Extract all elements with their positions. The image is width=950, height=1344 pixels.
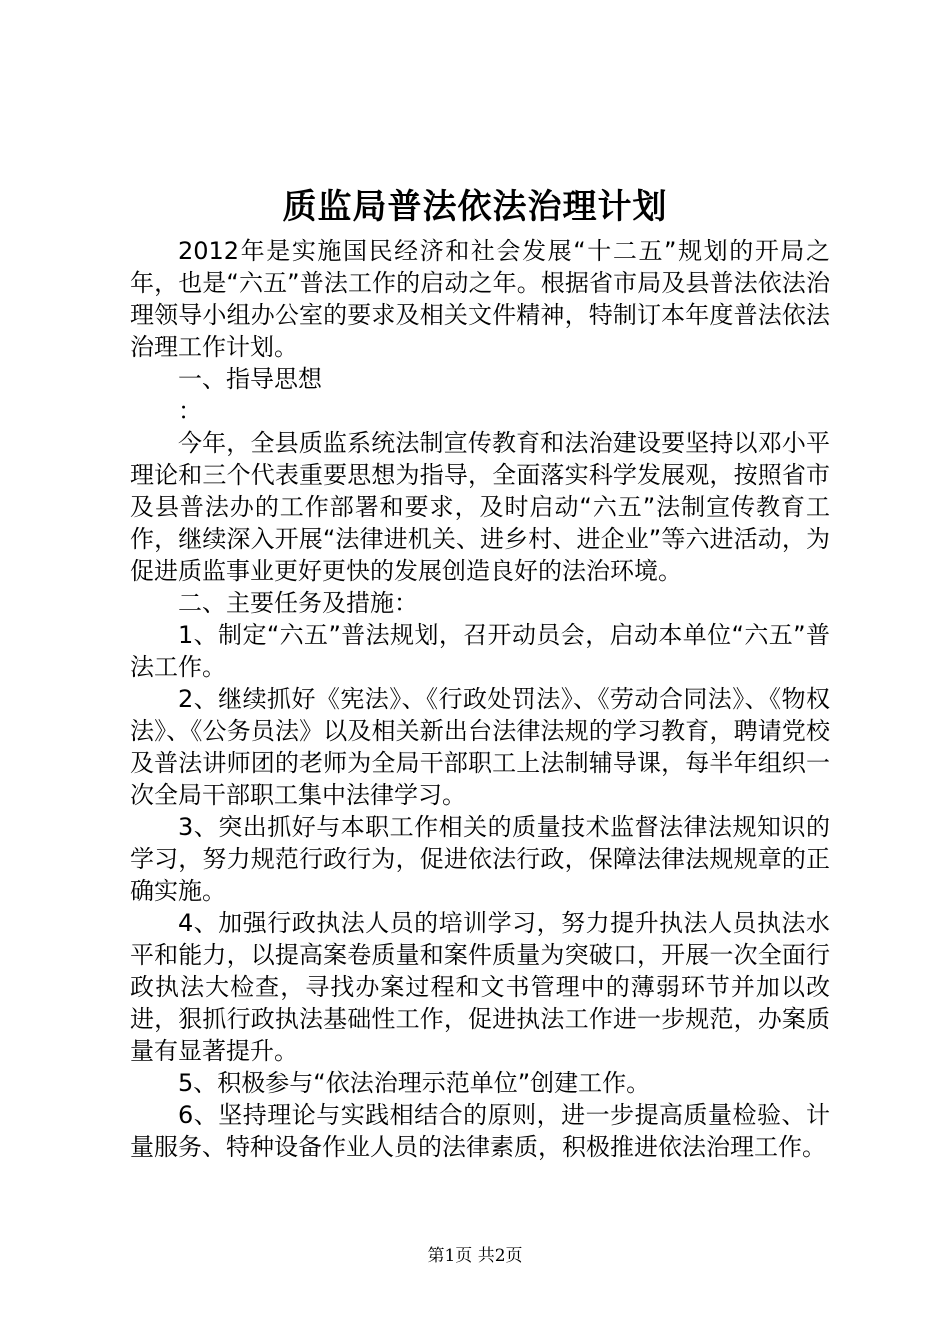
task-item-3: 3、突出抓好与本职工作相关的质量技术监督法律法规知识的学习，努力规范行政行为，促进依法行政，保障法律法规规章的正确实施。 xyxy=(130,813,830,905)
task-item-4: 4、加强行政执法人员的培训学习，努力提升执法人员执法水平和能力，以提高案卷质量和案件质量为突破口，开展一次全面行政执法大检查，寻找办案过程和文书管理中的薄弱环节并加以改进，狠抓行政执法基础性工作，促进执法工作进一步规范，办案质量有显著提升。 xyxy=(130,909,830,1065)
guiding-thought-paragraph: 今年，全县质监系统法制宣传教育和法治建设要坚持以邓小平理论和三个代表重要思想为指导，全面落实科学发展观，按照省市及县普法办的工作部署和要求，及时启动“六五”法制宣传教育工作，继续深入开展“法律进机关、进乡村、进企业”等六进活动，为促进质监事业更好更快的发展创造良好的法治环境。 xyxy=(130,429,830,585)
task-item-2: 2、继续抓好《宪法》、《行政处罚法》、《劳动合同法》、《物权法》、《公务员法》以及相关新出台法律法规的学习教育，聘请党校及普法讲师团的老师为全局干部职工上法制辅导课，每半年组织一次全局干部职工集中法律学习。 xyxy=(130,685,830,809)
intro-paragraph: 2012年是实施国民经济和社会发展“十二五”规划的开局之年，也是“六五”普法工作的启动之年。根据省市局及县普法依法治理领导小组办公室的要求及相关文件精神，特制订本年度普法依法治理工作计划。 xyxy=(130,237,830,361)
task-item-5: 5、积极参与“依法治理示范单位”创建工作。 xyxy=(178,1069,651,1097)
document-body xyxy=(130,235,830,1163)
task-item-6: 6、坚持理论与实践相结合的原则，进一步提高质量检验、计量服务、特种设备作业人员的法律素质，积极推进依法治理工作。 xyxy=(130,1101,830,1161)
page-footer: 第1页 共2页 xyxy=(427,1246,523,1266)
section-heading-guiding-thought: 一、指导思想 xyxy=(178,365,322,393)
colon-line: ： xyxy=(178,397,202,425)
task-item-1: 1、制定“六五”普法规划，召开动员会，启动本单位“六五”普法工作。 xyxy=(130,621,830,681)
document-title: 质监局普法依法治理计划 xyxy=(282,187,668,227)
section-heading-tasks: 二、主要任务及措施： xyxy=(178,589,418,617)
